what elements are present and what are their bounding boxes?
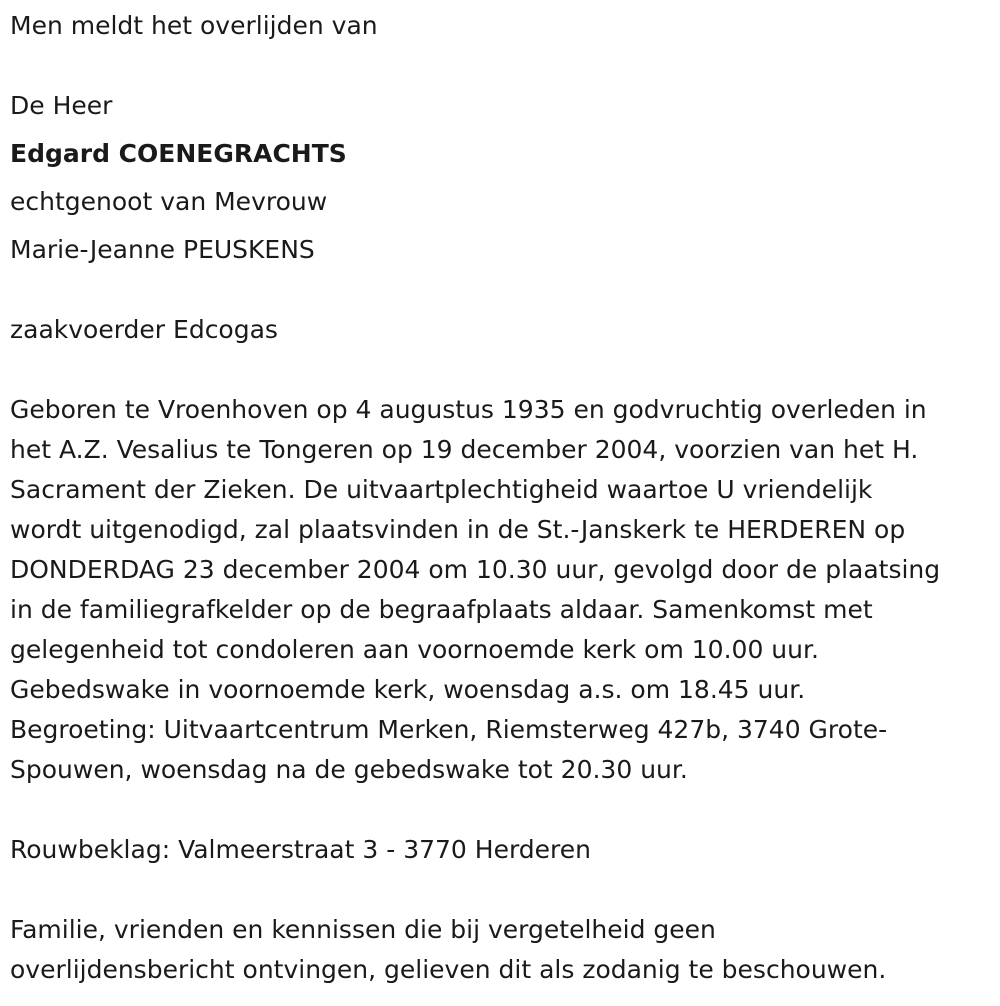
intro-text: Men meldt het overlijden van	[10, 11, 378, 40]
details-line: DONDERDAG 23 december 2004 om 10.30 uur, gevolgd door de plaatsing	[10, 555, 941, 584]
closing-note	[10, 910, 995, 990]
details-line: het A.Z. Vesalius te Tongeren op 19 december 2004, voorzien van het H.	[10, 435, 919, 464]
details-line: Geboren te Vroenhoven op 4 augustus 1935 en godvruchtig overleden in	[10, 395, 927, 424]
mourning-address: Rouwbeklag: Valmeerstraat 3 - 3770 Herderen	[10, 835, 591, 864]
details-line: Gebedswake in voornoemde kerk, woensdag a.s. om 18.45 uur.	[10, 675, 806, 704]
occupation: zaakvoerder Edcogas	[10, 315, 278, 344]
closing-line: overlijdensbericht ontvingen, gelieven dit als zodanig te beschouwen.	[10, 955, 887, 984]
details-line: in de familiegrafkelder op de begraafplaats aldaar. Samenkomst met	[10, 595, 873, 624]
details-line: Sacrament der Zieken. De uitvaartplechtigheid waartoe U vriendelijk	[10, 475, 873, 504]
details-line: Begroeting: Uitvaartcentrum Merken, Riemsterweg 427b, 3740 Grote-	[10, 715, 888, 744]
closing-line: Familie, vrienden en kennissen die bij vergetelheid geen	[10, 915, 716, 944]
spouse-label: echtgenoot van Mevrouw	[10, 187, 328, 216]
honorific-title: De Heer	[10, 91, 113, 120]
spouse-name: Marie-Jeanne PEUSKENS	[10, 235, 315, 264]
details-line: wordt uitgenodigd, zal plaatsvinden in de St.-Janskerk te HERDEREN op	[10, 515, 906, 544]
details-line: gelegenheid tot condoleren aan voornoemde kerk om 10.00 uur.	[10, 635, 819, 664]
deceased-name: Edgard COENEGRACHTS	[10, 139, 347, 168]
funeral-details	[10, 390, 995, 790]
details-line: Spouwen, woensdag na de gebedswake tot 20.30 uur.	[10, 755, 688, 784]
